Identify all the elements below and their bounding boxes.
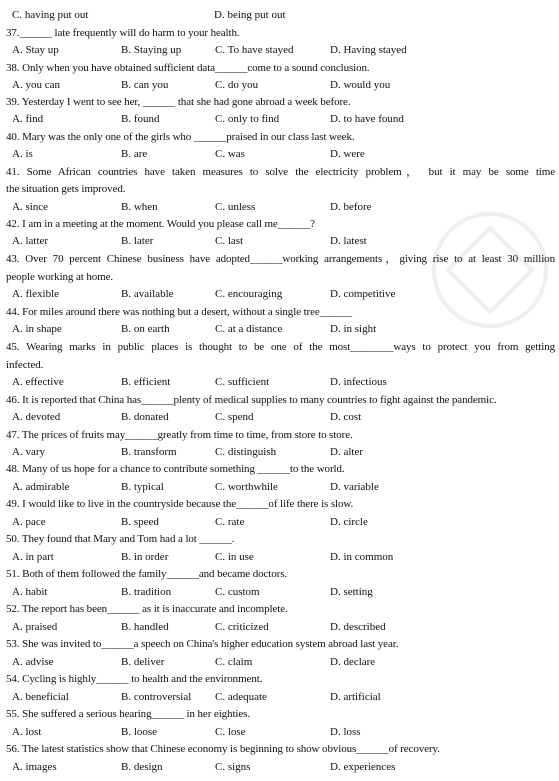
question-stem: 41. Some African countries have taken measures to solve the electricity problem， but it may be some time (6, 166, 555, 178)
answer-option[interactable]: D. circle (330, 516, 368, 528)
answer-option[interactable]: C. lose (215, 726, 246, 738)
options-row (0, 200, 559, 214)
answer-option[interactable]: A. habit (12, 586, 48, 598)
options-row (0, 410, 559, 424)
answer-option[interactable]: B. when (121, 201, 158, 213)
answer-option[interactable]: B. handled (121, 621, 169, 633)
answer-option[interactable]: D. artificial (330, 691, 381, 703)
answer-option[interactable]: C. unless (215, 201, 256, 213)
answer-option[interactable]: A. advise (12, 656, 54, 668)
answer-option[interactable]: C. distinguish (215, 446, 277, 458)
options-row (0, 480, 559, 494)
answer-option[interactable]: B. later (121, 235, 154, 247)
options-row (0, 287, 559, 301)
question-stem: 40. Mary was the only one of the girls who ______praised in our class last week. (6, 131, 355, 143)
answer-option[interactable]: B. on earth (121, 323, 170, 335)
options-row (0, 78, 559, 92)
answer-option[interactable]: C. at a distance (215, 323, 283, 335)
options-row (0, 8, 559, 22)
answer-option[interactable]: D. before (330, 201, 372, 213)
answer-option[interactable]: B. design (121, 761, 163, 773)
question-stem: 56. The latest statistics show that Chinese economy is beginning to show obvious______of recovery. (6, 743, 440, 755)
answer-option[interactable]: B. are (121, 148, 148, 160)
question-stem: 47. The prices of fruits may______greatly from time to time, from store to store. (6, 429, 353, 441)
answer-option[interactable]: A. Stay up (12, 44, 59, 56)
question-stem: the situation gets improved. (6, 183, 126, 195)
question-stem: 54. Cycling is highly______ to health and the environment. (6, 673, 263, 685)
answer-option[interactable]: B. tradition (121, 586, 172, 598)
answer-option[interactable]: C. adequate (215, 691, 267, 703)
question-stem: 46. It is reported that China has______plenty of medical supplies to many countries to fight against the pandemic. (6, 394, 497, 406)
answer-option[interactable]: D. loss (330, 726, 361, 738)
answer-option[interactable]: D. alter (330, 446, 363, 458)
question-stem: people working at home. (6, 271, 114, 283)
question-stem: 37.______ late frequently will do harm to your health. (6, 27, 240, 39)
answer-option[interactable]: A. since (12, 201, 49, 213)
answer-option[interactable]: A. lost (12, 726, 42, 738)
answer-option[interactable]: D. in common (330, 551, 394, 563)
answer-option[interactable]: C. custom (215, 586, 260, 598)
answer-option[interactable]: C. signs (215, 761, 251, 773)
answer-option[interactable]: D. latest (330, 235, 367, 247)
question-stem: 39. Yesterday I went to see her, ______ that she had gone abroad a week before. (6, 96, 351, 108)
options-row (0, 620, 559, 634)
answer-option[interactable]: C. only to find (215, 113, 280, 125)
answer-option[interactable]: A. find (12, 113, 44, 125)
question-stem: 42. I am in a meeting at the moment. Would you please call me______? (6, 218, 315, 230)
answer-option[interactable]: B. efficient (121, 376, 171, 388)
options-row (0, 585, 559, 599)
answer-option[interactable]: D. experiences (330, 761, 396, 773)
answer-option[interactable]: C. criticized (215, 621, 269, 633)
options-row (0, 43, 559, 57)
answer-option[interactable]: B. controversial (121, 691, 192, 703)
options-row (0, 725, 559, 739)
options-row (0, 655, 559, 669)
answer-option[interactable]: D. cost (330, 411, 362, 423)
answer-option[interactable]: B. loose (121, 726, 158, 738)
answer-option[interactable]: A. devoted (12, 411, 61, 423)
answer-option[interactable]: C. rate (215, 516, 245, 528)
answer-option[interactable]: A. flexible (12, 288, 60, 300)
answer-option[interactable]: D. would you (330, 79, 391, 91)
question-stem: 53. She was invited to______a speech on China's higher education system abroad last year. (6, 638, 399, 650)
options-row (0, 234, 559, 248)
answer-option[interactable]: D. being put out (214, 9, 286, 21)
question-stem: 55. She suffered a serious hearing______ in her eighties. (6, 708, 250, 720)
answer-option[interactable]: B. available (121, 288, 174, 300)
answer-option[interactable]: D. declare (330, 656, 376, 668)
answer-option[interactable]: C. spend (215, 411, 254, 423)
answer-option[interactable]: C. was (215, 148, 245, 160)
answer-option[interactable]: D. were (330, 148, 365, 160)
answer-option[interactable]: A. you can (12, 79, 60, 91)
options-row (0, 147, 559, 161)
options-row (0, 515, 559, 529)
answer-option[interactable]: B. deliver (121, 656, 165, 668)
answer-option[interactable]: C. encouraging (215, 288, 283, 300)
answer-option[interactable]: A. in part (12, 551, 54, 563)
options-row (0, 375, 559, 389)
answer-option[interactable]: C. worthwhile (215, 481, 278, 493)
question-stem: 43. Over 70 percent Chinese business have adopted______working arrangements，giving rise to at least 30 million (6, 253, 555, 265)
question-stem: 49. I would like to live in the countryside because the______of life there is slow. (6, 498, 354, 510)
answer-option[interactable]: C. sufficient (215, 376, 270, 388)
options-row (0, 760, 559, 774)
answer-option[interactable]: C. having put out (12, 9, 89, 21)
answer-option[interactable]: A. in shape (12, 323, 62, 335)
options-row (0, 550, 559, 564)
answer-option[interactable]: A. admirable (12, 481, 70, 493)
answer-option[interactable]: A. beneficial (12, 691, 69, 703)
answer-option[interactable]: D. described (330, 621, 386, 633)
answer-option[interactable]: A. vary (12, 446, 45, 458)
answer-option[interactable]: D. in sight (330, 323, 377, 335)
question-stem: 44. For miles around there was nothing but a desert, without a single tree______ (6, 306, 353, 318)
options-row (0, 690, 559, 704)
options-row (0, 322, 559, 336)
answer-option[interactable]: A. pace (12, 516, 46, 528)
answer-option[interactable]: A. latter (12, 235, 49, 247)
answer-option[interactable]: D. to have found (330, 113, 404, 125)
answer-option[interactable]: D. Having stayed (330, 44, 407, 56)
answer-option[interactable]: D. competitive (330, 288, 396, 300)
answer-option[interactable]: B. speed (121, 516, 159, 528)
question-stem: 48. Many of us hope for a chance to contribute something ______to the world. (6, 463, 345, 475)
options-row (0, 112, 559, 126)
answer-option[interactable]: A. images (12, 761, 57, 773)
answer-option[interactable]: C. To have stayed (215, 44, 294, 56)
answer-option[interactable]: D. variable (330, 481, 379, 493)
answer-option[interactable]: D. setting (330, 586, 373, 598)
question-stem: 51. Both of them followed the family______and became doctors. (6, 568, 288, 580)
answer-option[interactable]: B. found (121, 113, 160, 125)
answer-option[interactable]: B. in order (121, 551, 169, 563)
question-stem: 50. They found that Mary and Tom had a lot ______. (6, 533, 235, 545)
answer-option[interactable]: A. praised (12, 621, 58, 633)
answer-option[interactable]: C. claim (215, 656, 253, 668)
answer-option[interactable]: B. typical (121, 481, 164, 493)
question-stem: 38. Only when you have obtained sufficient data______come to a sound conclusion. (6, 62, 370, 74)
answer-option[interactable]: D. infectious (330, 376, 387, 388)
answer-option[interactable]: B. can you (121, 79, 169, 91)
answer-option[interactable]: C. last (215, 235, 244, 247)
answer-option[interactable]: B. Staying up (121, 44, 182, 56)
answer-option[interactable]: C. do you (215, 79, 259, 91)
answer-option[interactable]: B. donated (121, 411, 169, 423)
answer-option[interactable]: C. in use (215, 551, 254, 563)
answer-option[interactable]: A. is (12, 148, 33, 160)
question-stem: 52. The report has been______ as it is inaccurate and incomplete. (6, 603, 288, 615)
answer-option[interactable]: B. transform (121, 446, 177, 458)
question-stem: 45. Wearing marks in public places is thought to be one of the most________ways to protect you from getting (6, 341, 555, 353)
answer-option[interactable]: A. effective (12, 376, 64, 388)
question-stem: infected. (6, 359, 44, 371)
options-row (0, 445, 559, 459)
